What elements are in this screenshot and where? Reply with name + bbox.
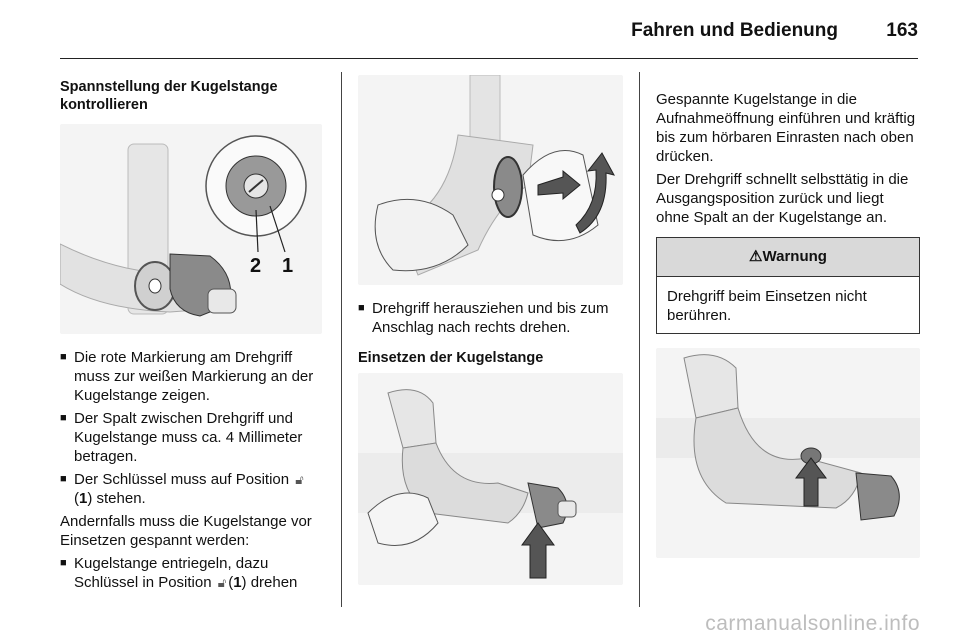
illustration-bar-locked xyxy=(656,348,920,558)
section-heading-insert: Einsetzen der Kugelstange xyxy=(358,350,544,366)
pull-list xyxy=(358,299,623,337)
callout-label-1: 1 xyxy=(282,255,294,277)
list-item: ■ Die rote Markierung am Drehgriff muss zur weißen Markierung an der Kugelstange zeigen. xyxy=(60,349,314,404)
warning-text: Drehgriff beim Einsetzen nicht berühren. xyxy=(667,288,867,324)
bullet-icon: ■ xyxy=(60,473,67,485)
bullet-icon: ■ xyxy=(358,302,365,314)
key-lock-icon: 🔓︎ xyxy=(295,472,304,487)
warning-triangle-icon: ⚠︎ xyxy=(749,248,763,265)
list-item: ■ Der Schlüssel muss auf Position 🔓︎ (1) stehen. xyxy=(60,471,304,507)
paragraph: Der Drehgriff schnellt selbsttätig in die Ausgangsposition zurück und liegt ohne Spalt an der Kugelstange an. xyxy=(656,171,909,226)
check-list xyxy=(60,348,326,508)
column-divider-1 xyxy=(341,72,342,607)
bullet-icon: ■ xyxy=(60,351,67,363)
illustration-tow-bar-knob xyxy=(60,124,322,334)
warning-box xyxy=(656,237,920,334)
column-2 xyxy=(358,75,623,585)
bullet-icon: ■ xyxy=(60,557,67,569)
illustration-pull-and-turn xyxy=(358,75,623,285)
chapter-title: Fahren und Bedienung xyxy=(631,20,838,41)
list-item: ■ Der Spalt zwischen Drehgriff und Kugelstange muss ca. 4 Millimeter betragen. xyxy=(60,410,303,465)
figure-tension-check xyxy=(60,124,322,334)
illustration-insert-ball-bar xyxy=(358,373,623,585)
watermark: carmanualsonline.info xyxy=(705,612,920,635)
paragraph: Andernfalls muss die Kugelstange vor Einsetzen gespannt werden: xyxy=(60,513,312,549)
section-heading-check: Spannstellung der Kugelstange kontrollieren xyxy=(60,79,278,113)
figure-pull-knob xyxy=(358,75,623,285)
page-number: 163 xyxy=(886,20,918,41)
column-1 xyxy=(60,78,326,596)
bullet-icon: ■ xyxy=(60,412,67,424)
callout-label-2: 2 xyxy=(250,255,262,277)
figure-insert-bar xyxy=(358,373,623,585)
warning-title: Warnung xyxy=(762,248,827,265)
unlock-list xyxy=(60,554,326,592)
figure-bar-inserted xyxy=(656,348,920,558)
paragraph: Gespannte Kugelstange in die Aufnahmeöffnung einführen und kräftig bis zum hörbaren Einrasten nach oben drücken. xyxy=(656,91,916,165)
column-3 xyxy=(656,90,920,558)
page-header xyxy=(60,0,918,59)
list-item: ■ Kugelstange entriegeln, dazu Schlüssel in Position 🔓︎ (1) drehen xyxy=(60,555,298,591)
key-lock-icon: 🔓︎ xyxy=(217,575,227,590)
list-item: ■ Drehgriff herausziehen und bis zum Anschlag nach rechts drehen. xyxy=(358,300,609,336)
warning-header xyxy=(657,238,919,277)
column-divider-2 xyxy=(639,72,640,607)
